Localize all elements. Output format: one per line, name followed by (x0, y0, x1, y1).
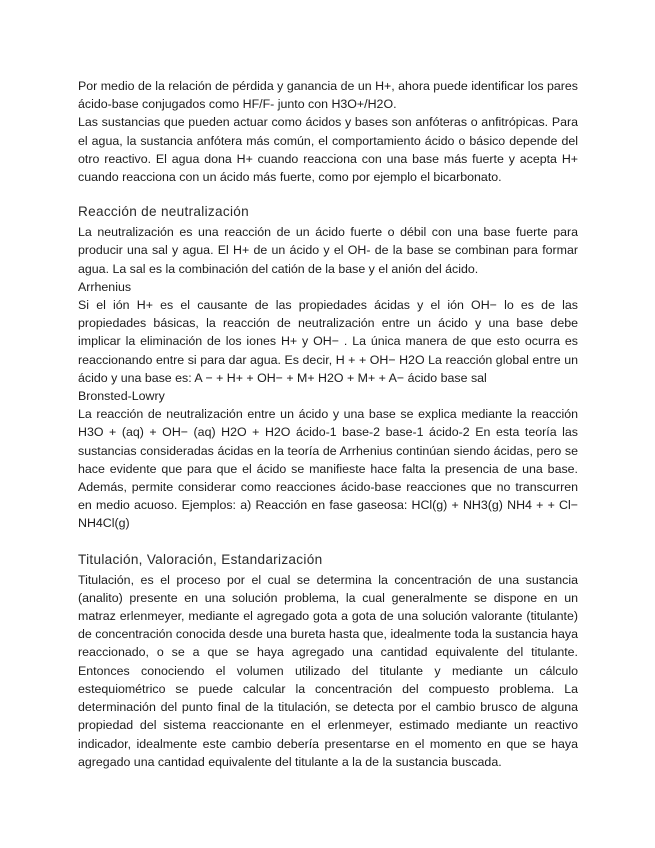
spacer (78, 186, 578, 203)
arrhenius-paragraph: Si el ión H+ es el causante de las propiedades ácidas y el ión OH− lo es de las propiedades básicas, la reacción de neutralización entre un ácido y una base debe implicar la eliminación de los iones H+ y OH− . La única manera de que esto ocurra es reaccionando entre si para dar agua. Es decir, H + + OH− H2O La reacción global entre un ácido y una base es: A − + H+ + OH− + M+ H2O + M+ + A− ácido base sal (78, 298, 578, 385)
intro-paragraph-conjugate-pairs: Por medio de la relación de pérdida y ganancia de un H+, ahora puede identificar los pares ácido-base conjugados como HF/F- junto con H3O+/H2O. (78, 79, 578, 112)
subheading-bronsted-lowry: Bronsted-Lowry (78, 389, 165, 404)
neutralizacion-paragraph: La neutralización es una reacción de un ácido fuerte o débil con una base fuerte para producir una sal y agua. El H+ de un ácido y el OH- de la base se combinan para formar agua. La sal es la combinación del catión de la base y el anión del ácido. (78, 225, 578, 276)
bronsted-lowry-paragraph: La reacción de neutralización entre un ácido y una base se explica mediante la reacción H3O + (aq) + OH− (aq) H2O + H2O ácido-1 base-2 base-1 ácido-2 En esta teoría las sustancias consideradas ácidas en la teoría de Arrhenius continúan siendo ácidas, pero se hace evidente que para que el ácido se manifieste hace falta la presencia de una base. Además, permite considerar como reacciones ácido-base reacciones que no transcurren en medio acuoso. Ejemplos: a) Reacción en fase gaseosa: HCl(g) + NH3(g) NH4 + + Cl− NH4Cl(g) (78, 407, 578, 531)
subheading-arrhenius: Arrhenius (78, 279, 132, 294)
spacer (78, 533, 578, 551)
titulacion-paragraph: Titulación, es el proceso por el cual se determina la concentración de una sustancia (analito) presente en una solución problema, la cual generalmente se dispone en un matraz erlenmeyer, mediante el agregado gota a gota de una solución valorante (titulante) de concentración conocida desde una bureta hasta que, idealmente toda la sustancia haya reaccionado, o se a que se haya agregado una cantidad equivalente del titulante. Entonces conociendo el volumen utilizado del titulante y mediante un cálculo estequiométrico se puede calcular la concentración del compuesto problema. La determinación del punto final de la titulación, se detecta por el cambio brusco de alguna propiedad del sistema reaccionante en el erlenmeyer, estimado mediante un reactivo indicador, idealmente este cambio debería presentarse en el momento en que se haya agregado una cantidad equivalente del titulante a la de la sustancia buscada. (78, 572, 578, 769)
section-heading-titulacion: Titulación, Valoración, Estandarización (78, 551, 323, 567)
section-heading-neutralizacion: Reacción de neutralización (78, 204, 250, 220)
intro-paragraph-amphoteric: Las sustancias que pueden actuar como ácidos y bases son anfóteras o anfitrópicas. Para el agua, la sustancia anfótera más común, el comportamiento ácido o básico depende del otro reactivo. El agua dona H+ cuando reacciona con una base más fuerte y acepta H+ cuando reacciona con un ácido más fuerte, como por ejemplo el bicarbonato. (78, 115, 578, 185)
